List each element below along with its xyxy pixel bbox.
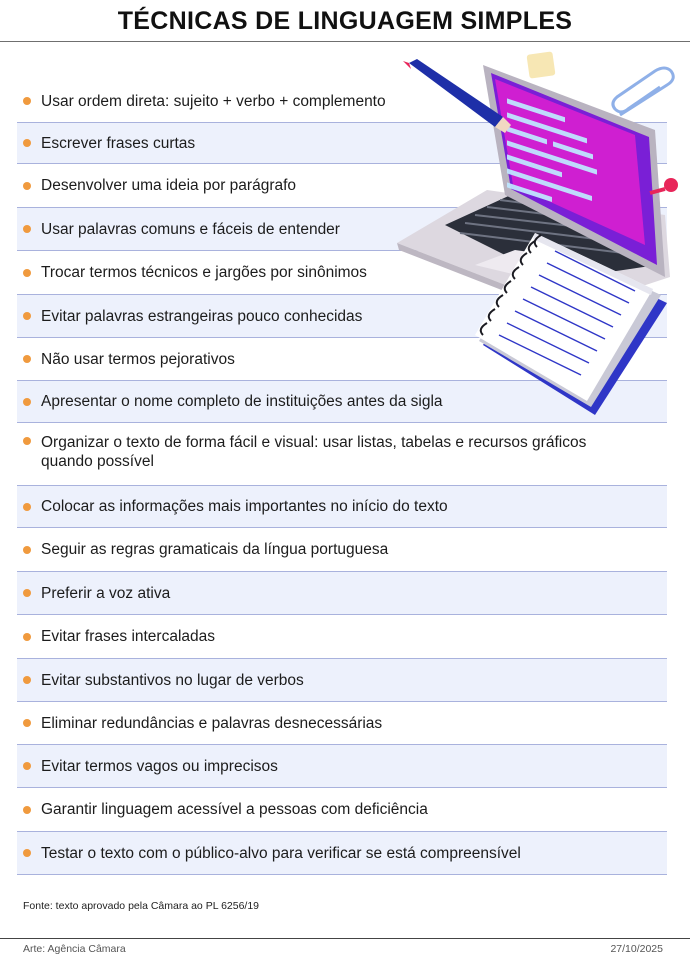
laptop-notebook-illustration	[395, 45, 685, 415]
bullet-icon	[23, 398, 31, 406]
list-item: Evitar substantivos no lugar de verbos	[17, 659, 667, 702]
bullet-icon	[23, 503, 31, 511]
list-item: Escrever frases curtas	[17, 123, 667, 164]
list-item: Testar o texto com o público-alvo para verificar se está compreensível	[17, 832, 667, 875]
bullet-icon	[23, 97, 31, 105]
footer-divider	[0, 938, 690, 939]
bullet-icon	[23, 806, 31, 814]
bullet-icon	[23, 182, 31, 190]
bullet-icon	[23, 719, 31, 727]
list-item: Organizar o texto de forma fácil e visual: usar listas, tabelas e recursos gráficos quando possível	[17, 423, 667, 486]
list-item: Apresentar o nome completo de instituições antes da sigla	[17, 381, 667, 423]
list-item: Preferir a voz ativa	[17, 572, 667, 615]
source-note: Fonte: texto aprovado pela Câmara ao PL 6256/19	[23, 900, 260, 912]
page-title: TÉCNICAS DE LINGUAGEM SIMPLES	[0, 0, 690, 42]
bullet-icon	[23, 312, 31, 320]
list-item: Usar palavras comuns e fáceis de entender	[17, 208, 667, 251]
list-item: Eliminar redundâncias e palavras desnecessárias	[17, 702, 667, 745]
list-item: Colocar as informações mais importantes no início do texto	[17, 486, 667, 528]
bullet-icon	[23, 849, 31, 857]
list-item: Garantir linguagem acessível a pessoas com deficiência	[17, 788, 667, 832]
bullet-icon	[23, 546, 31, 554]
list-item: Trocar termos técnicos e jargões por sinônimos	[17, 251, 667, 295]
list-item: Evitar frases intercaladas	[17, 615, 667, 659]
sticky-note-icon	[526, 51, 555, 78]
list-item: Evitar palavras estrangeiras pouco conhecidas	[17, 295, 667, 338]
art-credit: Arte: Agência Câmara	[23, 943, 126, 955]
list-item: Não usar termos pejorativos	[17, 338, 667, 381]
bullet-icon	[23, 139, 31, 147]
bullet-icon	[23, 355, 31, 363]
list-item: Usar ordem direta: sujeito + verbo + complemento	[17, 80, 667, 123]
bullet-icon	[23, 633, 31, 641]
bullet-icon	[23, 437, 31, 445]
publish-date: 27/10/2025	[610, 943, 663, 955]
paperclip-icon	[613, 68, 673, 115]
list-item: Seguir as regras gramaticais da língua portuguesa	[17, 528, 667, 572]
bullet-icon	[23, 762, 31, 770]
list-item: Desenvolver uma ideia por parágrafo	[17, 164, 667, 208]
bullet-icon	[23, 676, 31, 684]
bullet-icon	[23, 269, 31, 277]
bullet-icon	[23, 589, 31, 597]
bullet-icon	[23, 225, 31, 233]
list-item: Evitar termos vagos ou imprecisos	[17, 745, 667, 788]
